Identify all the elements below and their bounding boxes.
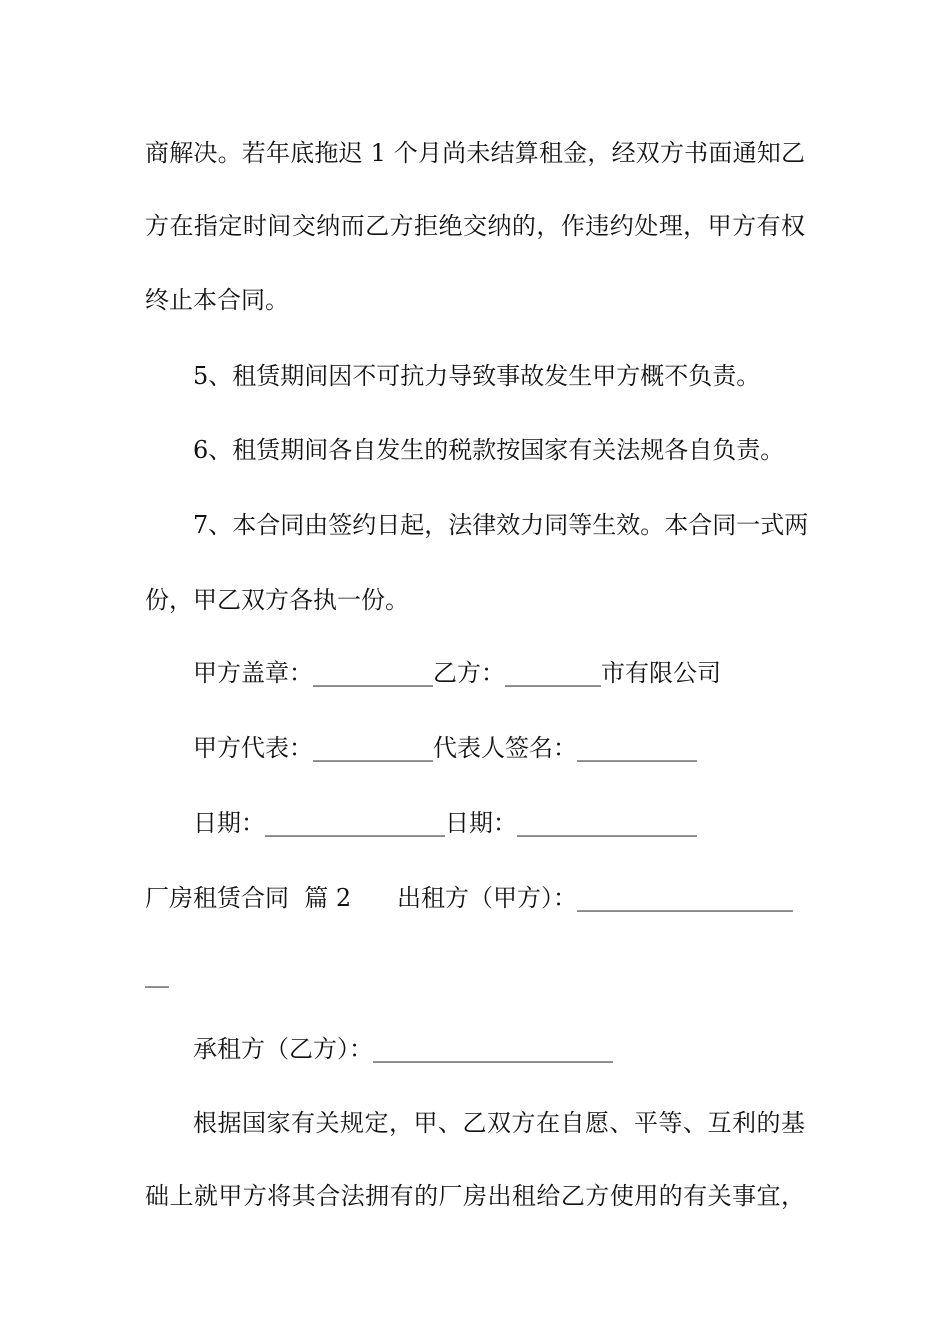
- party-b-blank: ________: [505, 659, 601, 687]
- seal-line: [193, 658, 721, 688]
- lessor-field: [397, 883, 793, 913]
- date-a-blank: _______________: [265, 809, 445, 837]
- lessee-blank: ____________________: [373, 1035, 613, 1063]
- date-a-label: 日期：: [193, 809, 265, 837]
- lessee-field: [193, 1034, 613, 1064]
- party-a-rep-blank: __________: [313, 734, 433, 762]
- clause-4-line-2: 方在指定时间交纳而乙方拒绝交纳的，作违约处理，甲方有权: [145, 212, 805, 240]
- clause-4-line-3: 终止本合同。: [145, 286, 289, 314]
- lessee-label: 承租方（乙方）：: [193, 1035, 373, 1063]
- party-a-seal-label: 甲方盖章：: [193, 659, 313, 687]
- party-a-seal-blank: __________: [313, 659, 433, 687]
- clause-7-line-2: 份，甲乙双方各执一份。: [145, 586, 409, 614]
- rep-signature-label: 代表人签名：: [433, 734, 577, 762]
- clause-5: 5、租赁期间因不可抗力导致事故发生甲方概不负责。: [193, 362, 761, 390]
- preamble-line-2: 础上就甲方将其合法拥有的厂房出租给乙方使用的有关事宜，: [145, 1182, 805, 1210]
- clause-4-line-1: 商解决。若年底拖迟 1 个月尚未结算租金，经双方书面通知乙: [145, 139, 805, 167]
- contract-2-heading-line: [145, 883, 805, 913]
- preamble-line-1: 根据国家有关规定，甲、乙双方在自愿、平等、互利的基: [193, 1109, 805, 1137]
- lessor-blank: __________________: [577, 884, 793, 912]
- date-b-blank: _______________: [517, 809, 697, 837]
- date-b-label: 日期：: [445, 809, 517, 837]
- lessor-label: 出租方（甲方）：: [397, 884, 577, 912]
- rep-signature-blank: __________: [577, 734, 697, 762]
- date-line: [193, 808, 697, 838]
- clause-7-line-1: 7、本合同由签约日起，法律效力同等生效。本合同一式两: [193, 511, 809, 539]
- party-b-suffix: 市有限公司: [601, 659, 721, 687]
- clause-6: 6、租赁期间各自发生的税款按国家有关法规各自负责。: [193, 436, 785, 464]
- contract-2-heading: 厂房租赁合同 篇 2: [145, 884, 352, 912]
- representative-line: [193, 733, 697, 763]
- lessor-blank-wrap: __: [145, 960, 169, 988]
- party-a-rep-label: 甲方代表：: [193, 734, 313, 762]
- party-b-label: 乙方：: [433, 659, 505, 687]
